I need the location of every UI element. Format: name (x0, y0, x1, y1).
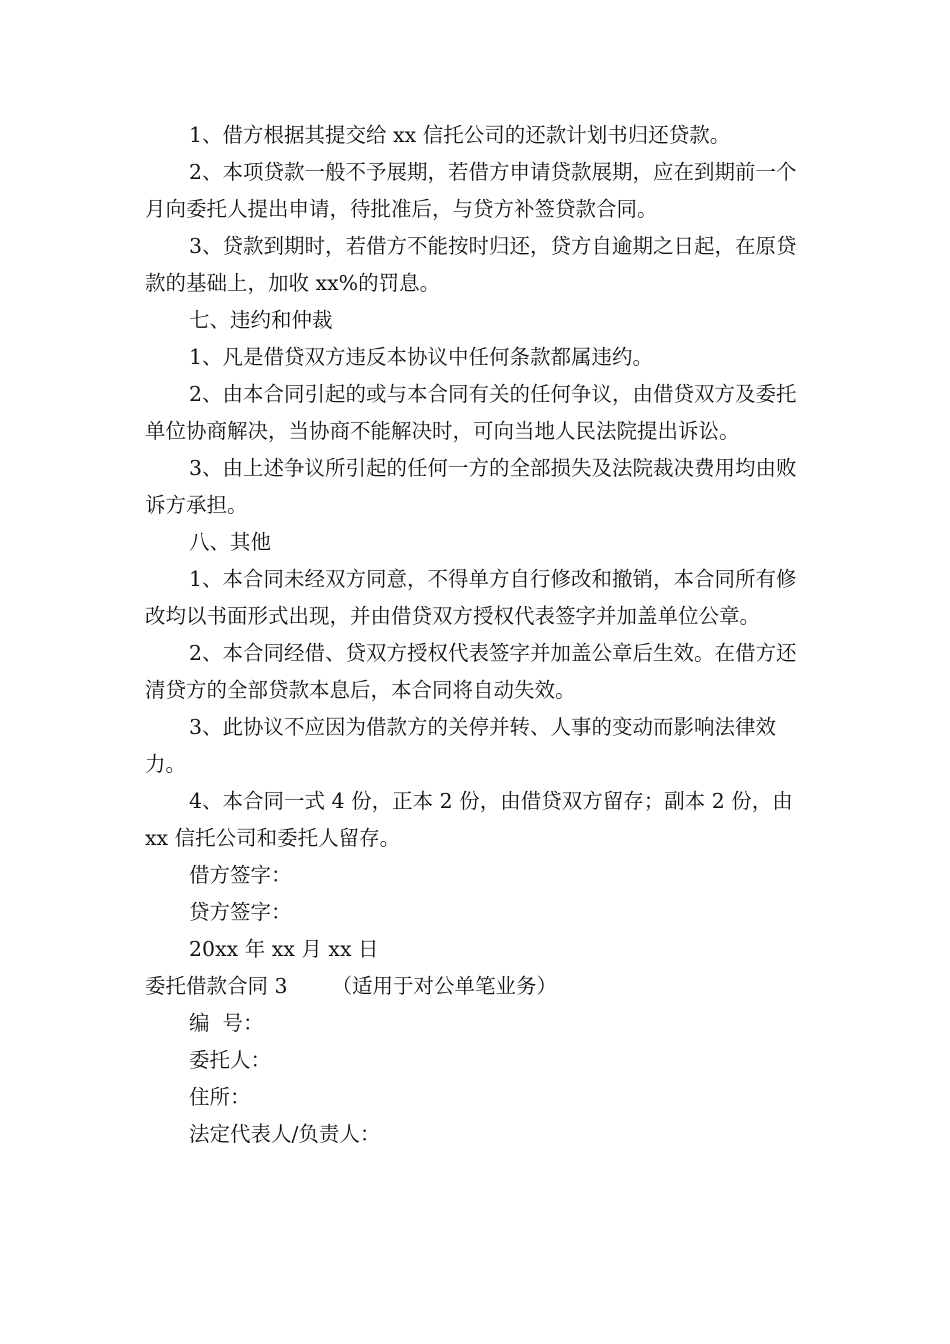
contract3-heading (145, 968, 807, 1005)
clause-copies: 4、本合同一式 4 份，正本 2 份，由借贷双方留存；副本 2 份，由 xx 信托公司和委托人留存。 (145, 789, 793, 850)
clause-loss-bearing: 3、由上述争议所引起的任何一方的全部损失及法院裁决费用均由败诉方承担。 (145, 456, 797, 517)
clause-breach-definition: 1、凡是借贷双方违反本协议中任何条款都属违约。 (189, 345, 654, 369)
clause-repayment-plan: 1、借方根据其提交给 xx 信托公司的还款计划书归还贷款。 (189, 123, 731, 147)
document-body (145, 117, 807, 1153)
clause-overdue-penalty: 3、贷款到期时，若借方不能按时归还，贷方自逾期之日起，在原贷款的基础上，加收 xx%的罚息。 (145, 234, 797, 295)
field-address: 住所： (189, 1085, 251, 1109)
contract3-title: 委托借款合同 3 (145, 974, 288, 998)
contract3-subtitle: （适用于对公单笔业务） (331, 974, 558, 998)
clause-dispute-resolution: 2、由本合同引起的或与本合同有关的任何争议，由借贷双方及委托单位协商解决，当协商不能解决时，可向当地人民法院提出诉讼。 (145, 382, 797, 443)
clause-legal-effect: 3、此协议不应因为借款方的关停并转、人事的变动而影响法律效力。 (145, 715, 777, 776)
clause-effectiveness: 2、本合同经借、贷双方授权代表签字并加盖公章后生效。在借方还清贷方的全部贷款本息后，本合同将自动失效。 (145, 641, 797, 702)
signing-date: 20xx 年 xx 月 xx 日 (189, 937, 379, 961)
field-contract-number: 编 号： (189, 1011, 264, 1035)
clause-modification: 1、本合同未经双方同意，不得单方自行修改和撤销，本合同所有修改均以书面形式出现，并由借贷双方授权代表签字并加盖单位公章。 (145, 567, 797, 628)
field-legal-representative: 法定代表人/负责人： (189, 1122, 381, 1146)
field-principal: 委托人： (189, 1048, 271, 1072)
lender-signature-line: 贷方签字： (189, 900, 292, 924)
section-heading-breach: 七、违约和仲裁 (189, 308, 333, 332)
section-heading-other: 八、其他 (189, 530, 271, 554)
borrower-signature-line: 借方签字： (189, 863, 292, 887)
clause-loan-extension: 2、本项贷款一般不予展期，若借方申请贷款展期，应在到期前一个月向委托人提出申请，待批准后，与贷方补签贷款合同。 (145, 160, 797, 221)
